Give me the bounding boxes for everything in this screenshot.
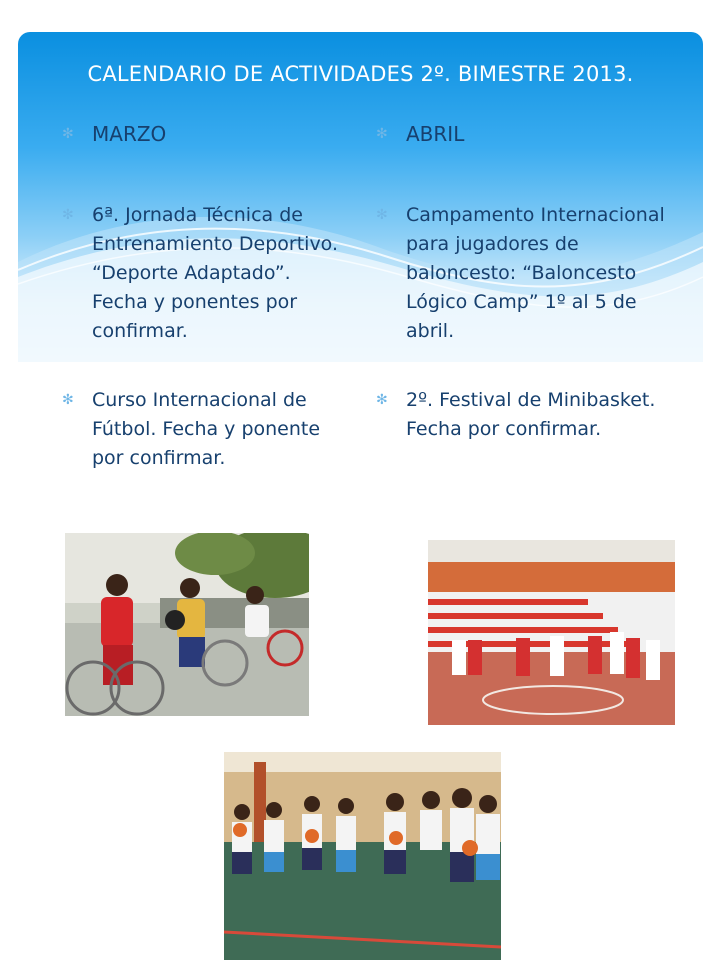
march-column — [62, 120, 352, 473]
bullet-icon: ✻ — [376, 207, 388, 223]
list-item-text: 2º. Festival de Minibasket. Fecha por confirmar. — [406, 389, 656, 440]
list-item — [376, 201, 676, 346]
list-item-text: Campamento Internacional para jugadores de baloncesto: “Baloncesto Lógico Camp” 1º al 5 de abril. — [406, 204, 665, 342]
basketball-game-photo — [428, 540, 675, 725]
bullet-icon: ✻ — [62, 126, 74, 142]
bullet-icon: ✻ — [62, 392, 74, 408]
wheelchair-basketball-photo — [65, 533, 309, 716]
april-heading — [376, 120, 676, 149]
list-item — [62, 386, 352, 473]
march-heading-label: MARZO — [92, 122, 167, 146]
bullet-icon: ✻ — [376, 126, 388, 142]
april-heading-label: ABRIL — [406, 122, 465, 146]
youth-basketball-group-photo — [224, 752, 501, 960]
list-item — [376, 386, 676, 444]
list-item — [62, 201, 352, 346]
list-item-text: 6ª. Jornada Técnica de Entrenamiento Deportivo. “Deporte Adaptado”. Fecha y ponentes por confirmar. — [92, 204, 339, 342]
list-item-text: Curso Internacional de Fútbol. Fecha y ponente por confirmar. — [92, 389, 321, 469]
bullet-icon: ✻ — [376, 392, 388, 408]
april-column — [376, 120, 676, 444]
bullet-icon: ✻ — [62, 207, 74, 223]
march-heading — [62, 120, 352, 149]
page-title: CALENDARIO DE ACTIVIDADES 2º. BIMESTRE 2013. — [87, 62, 634, 86]
